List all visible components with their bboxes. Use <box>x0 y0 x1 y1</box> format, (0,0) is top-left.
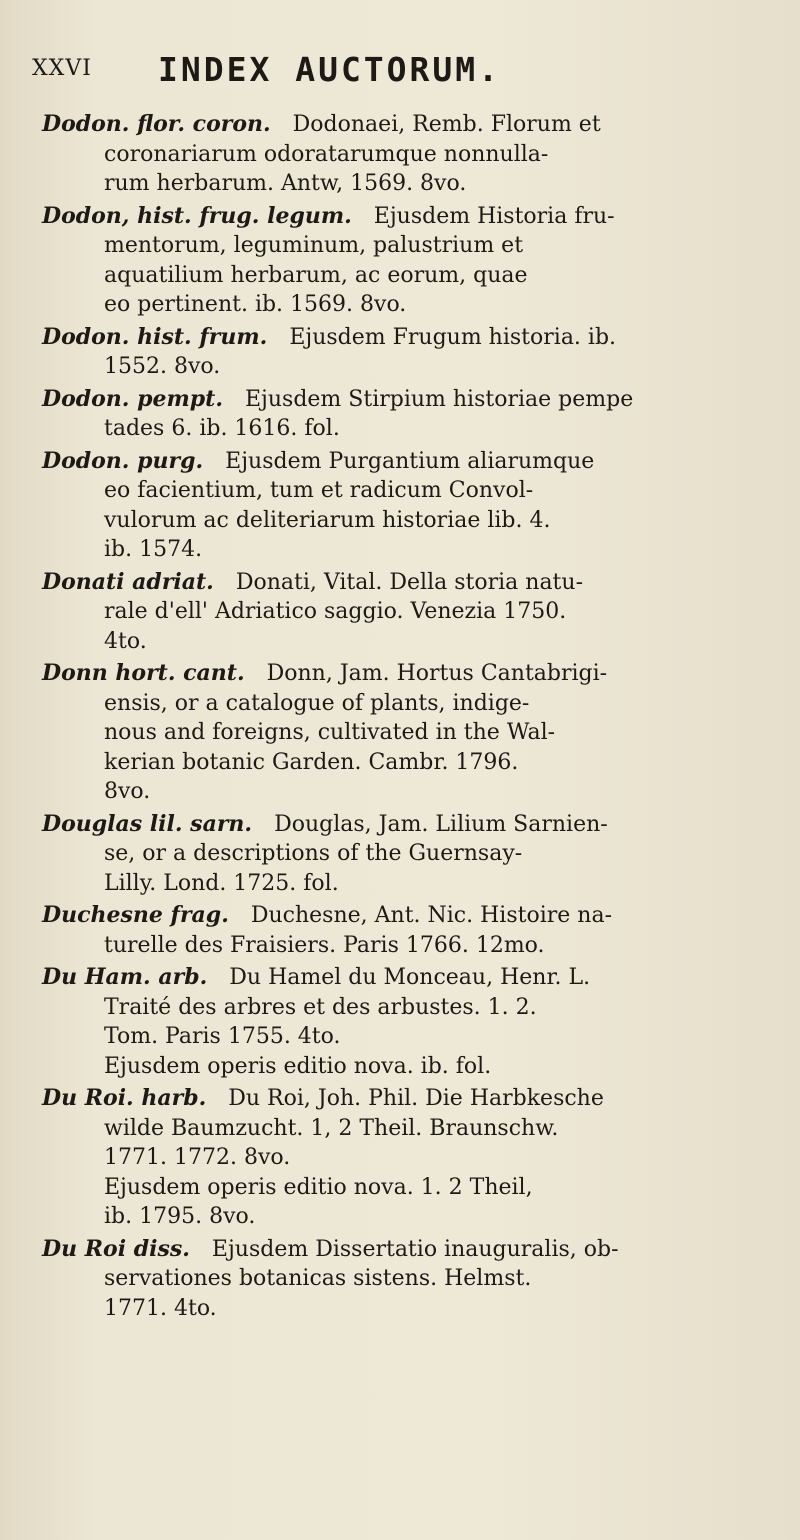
entry-text: tades 6. ib. 1616. fol. <box>104 416 340 441</box>
entry-text: 1771. 1772. 8vo. <box>104 1145 291 1170</box>
entry-text: Donn, Jam. Hortus Cantabrigi- <box>266 661 608 686</box>
entry-text: turelle des Fraisiers. Paris 1766. 12mo. <box>104 932 545 958</box>
entry-text: Lilly. Lond. 1725. fol. <box>104 870 339 896</box>
entry-text: wilde Baumzucht. 1, 2 Theil. Braunschw. <box>104 1115 559 1141</box>
entry-text: eo pertinent. ib. 1569. 8vo. <box>104 292 407 317</box>
entry-text: Donati, Vital. Della storia natu- <box>235 569 583 595</box>
entry-key: Dodon. pempt. <box>42 385 223 412</box>
entry-text: Ejusdem Purgantium aliarumque <box>225 448 595 474</box>
entry-text: Duchesne, Ant. Nic. Histoire na- <box>250 903 613 928</box>
index-entry <box>42 1235 782 1324</box>
entry-text: 8vo. <box>104 779 151 804</box>
index-entry <box>42 447 782 565</box>
entry-key: Du Roi. harb. <box>42 1085 207 1111</box>
entry-text: nous and foreigns, cultivated in the Wal- <box>104 720 556 745</box>
entry-text: ensis, or a catalogue of plants, indige- <box>104 690 530 716</box>
entry-key: Douglas lil. sarn. <box>42 810 253 837</box>
entry-text: eo facientium, tum et radicum Convol- <box>104 478 534 503</box>
entry-key: Donati adriat. <box>42 568 214 595</box>
entry-text: Ejusdem Dissertatio inauguralis, ob- <box>211 1236 619 1262</box>
entry-text: vulorum ac deliteriarum historiae lib. 4. <box>104 507 551 533</box>
index-entry <box>42 659 782 807</box>
entry-text: aquatilium herbarum, ac eorum, quae <box>104 262 528 288</box>
entry-text: Du Hamel du Monceau, Henr. L. <box>229 965 591 990</box>
entry-text: rale d'ell' Adriatico saggio. Venezia 1750. <box>104 599 567 624</box>
entry-text: 1552. 8vo. <box>104 354 221 379</box>
entry-key: Dodon. hist. frum. <box>42 323 268 350</box>
entry-text: rum herbarum. Antw, 1569. 8vo. <box>104 171 467 196</box>
entry-text: mentorum, leguminum, palustrium et <box>104 233 524 258</box>
index-entry <box>42 901 782 960</box>
sub-entry-text: Ejusdem operis editio nova. 1. 2 Theil, <box>104 1174 533 1200</box>
index-entry <box>42 568 782 657</box>
index-entry <box>42 110 782 199</box>
index-entry <box>42 963 782 1081</box>
entry-text: Tom. Paris 1755. 4to. <box>104 1024 341 1049</box>
entry-text: se, or a descriptions of the Guernsay- <box>104 841 523 866</box>
sub-entry-text: ib. 1795. 8vo. <box>104 1204 256 1229</box>
entry-text: Traité des arbres et des arbustes. 1. 2. <box>104 994 537 1020</box>
entry-text: Du Roi, Joh. Phil. Die Harbkesche <box>228 1086 604 1111</box>
entry-text: ib. 1574. <box>104 537 203 562</box>
entry-text: Ejusdem Historia fru- <box>373 203 615 229</box>
entry-text: Ejusdem Frugum historia. ib. <box>289 324 617 350</box>
entry-key: Dodon. purg. <box>42 447 204 474</box>
entry-key: Donn hort. cant. <box>42 660 245 686</box>
index-entries <box>42 110 782 1326</box>
sub-entry-text: Ejusdem operis editio nova. ib. fol. <box>104 1053 492 1079</box>
entry-text: Ejusdem Stirpium historiae pempe <box>244 386 634 412</box>
entry-key: Du Ham. arb. <box>42 964 208 990</box>
index-entry <box>42 1084 782 1232</box>
running-title: INDEX AUCTORUM. <box>158 50 502 89</box>
page-header <box>0 52 800 92</box>
entry-key: Dodon. flor. coron. <box>42 111 271 137</box>
entry-text: servationes botanicas sistens. Helmst. <box>104 1266 532 1291</box>
entry-key: Du Roi diss. <box>42 1235 190 1262</box>
entry-key: Dodon, hist. frug. legum. <box>42 202 352 229</box>
entry-text: Dodonaei, Remb. Florum et <box>292 112 601 137</box>
index-entry <box>42 323 782 382</box>
entry-text: Douglas, Jam. Lilium Sarnien- <box>274 811 608 837</box>
entry-text: 4to. <box>104 628 147 654</box>
entry-text: coronariarum odoratarumque nonnulla- <box>104 141 549 167</box>
entry-key: Duchesne frag. <box>42 902 229 928</box>
index-entry <box>42 810 782 899</box>
entry-text: 1771. 4to. <box>104 1295 217 1321</box>
entry-text: kerian botanic Garden. Cambr. 1796. <box>104 749 519 775</box>
index-entry <box>42 385 782 444</box>
index-entry <box>42 202 782 320</box>
page-number: XXVI <box>32 56 92 81</box>
